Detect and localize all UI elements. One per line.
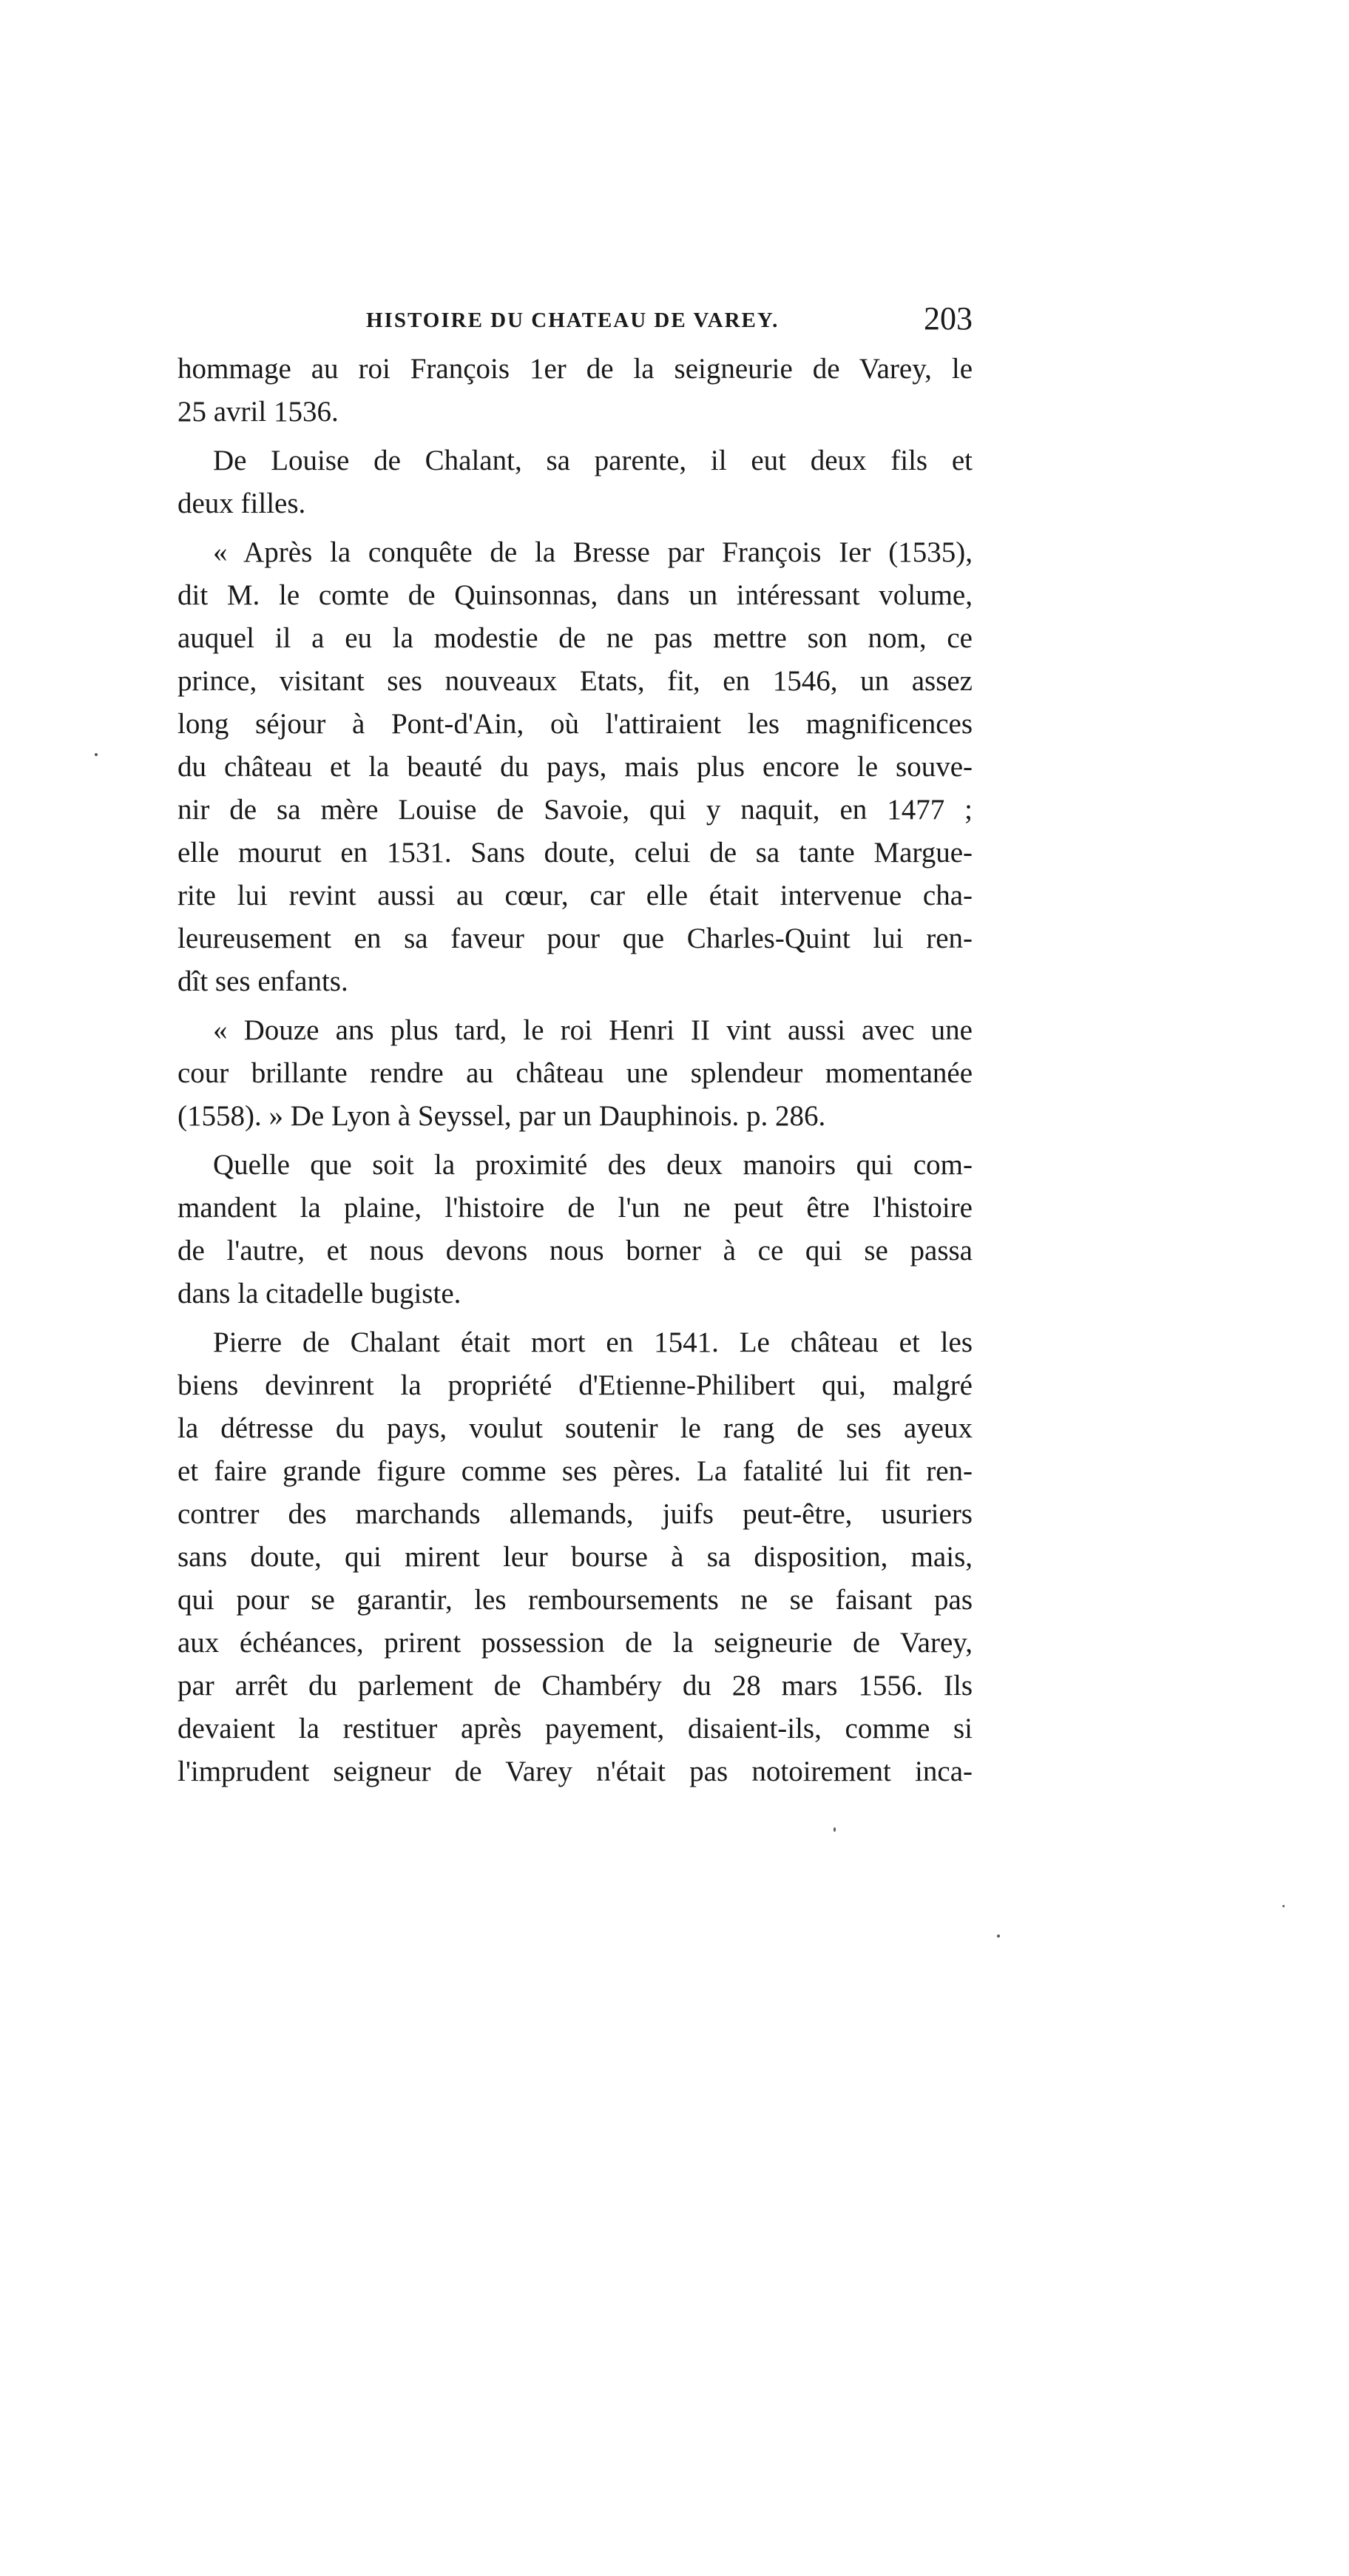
citation-line: (1558). » De Lyon à Seyssel, par un Dauphinois. p. 286. [178, 1100, 826, 1132]
text-line: nir de sa mère Louise de Savoie, qui y naquit, en 1477 ; [178, 794, 973, 826]
text-line: de l'autre, et nous devons nous borner à ce qui se passa [178, 1235, 973, 1267]
text-line: prince, visitant ses nouveaux Etats, fit, en 1546, un assez [178, 665, 973, 697]
scan-speck [95, 753, 98, 756]
paragraph [178, 531, 973, 1003]
text-line: Pierre de Chalant était mort en 1541. Le château et les [213, 1326, 973, 1358]
text-line: du château et la beauté du pays, mais plus encore le souve- [178, 751, 973, 783]
text-line: De Louise de Chalant, sa parente, il eut deux fils et [213, 445, 973, 476]
text-line: devaient la restituer après payement, disaient-ils, comme si [178, 1713, 973, 1744]
scan-speck [834, 1827, 836, 1832]
text-line: deux filles. [178, 488, 306, 519]
text-line: sans doute, qui mirent leur bourse à sa disposition, mais, [178, 1541, 973, 1573]
text-line: long séjour à Pont-d'Ain, où l'attiraient les magnificences [178, 708, 973, 740]
text-line: rite lui revint aussi au cœur, car elle était intervenue cha- [178, 880, 973, 911]
text-line: dît ses enfants. [178, 965, 348, 997]
paragraph [178, 1009, 973, 1138]
text-line: la détresse du pays, voulut soutenir le rang de ses ayeux [178, 1412, 973, 1444]
page-number: 203 [924, 300, 973, 337]
text-line: 25 avril 1536. [178, 396, 339, 428]
text-line: cour brillante rendre au château une splendeur momentanée [178, 1057, 973, 1089]
text-line: qui pour se garantir, les remboursements ne se faisant pas [178, 1584, 973, 1616]
text-line: par arrêt du parlement de Chambéry du 28 mars 1556. Ils [178, 1670, 973, 1702]
text-line: biens devinrent la propriété d'Etienne-Philibert qui, malgré [178, 1369, 973, 1401]
text-line: et faire grande figure comme ses pères. La fatalité lui fit ren- [178, 1455, 973, 1487]
paragraph [178, 1144, 973, 1315]
text-line: dit M. le comte de Quinsonnas, dans un intéressant volume, [178, 579, 973, 611]
text-line: mandent la plaine, l'histoire de l'un ne peut être l'histoire [178, 1192, 973, 1224]
text-line: Quelle que soit la proximité des deux manoirs qui com- [213, 1149, 973, 1181]
text-line: « Après la conquête de la Bresse par François Ier (1535), [213, 536, 973, 568]
scan-speck [997, 1935, 1000, 1938]
paragraph [178, 439, 973, 525]
running-head [178, 300, 973, 337]
text-line: dans la citadelle bugiste. [178, 1278, 462, 1309]
text-line: « Douze ans plus tard, le roi Henri II vint aussi avec une [213, 1014, 973, 1046]
text-line: leureusement en sa faveur pour que Charles-Quint lui ren- [178, 923, 973, 954]
text-line: contrer des marchands allemands, juifs peut-être, usuriers [178, 1498, 973, 1530]
text-line: aux échéances, prirent possession de la seigneurie de Varey, [178, 1627, 973, 1659]
running-title: HISTOIRE DU CHATEAU DE VAREY. [366, 308, 780, 332]
text-line: hommage au roi François 1er de la seigneurie de Varey, le [178, 353, 973, 385]
text-line: elle mourut en 1531. Sans doute, celui de sa tante Margue- [178, 837, 973, 869]
paragraph [178, 348, 973, 434]
body-text [178, 348, 973, 1793]
scan-speck [1282, 1905, 1285, 1907]
paragraph [178, 1321, 973, 1793]
text-line: l'imprudent seigneur de Varey n'était pas notoirement inca- [178, 1756, 973, 1787]
text-line: auquel il a eu la modestie de ne pas mettre son nom, ce [178, 622, 973, 654]
